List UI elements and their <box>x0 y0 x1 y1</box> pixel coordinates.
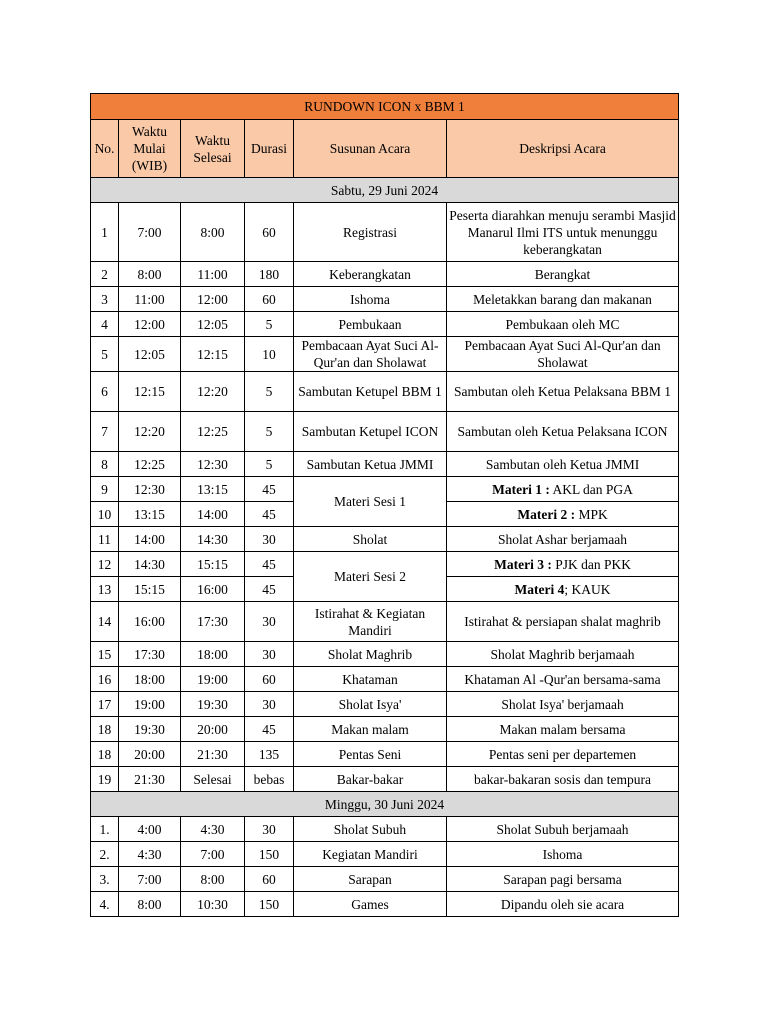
start-time: 12:15 <box>119 372 181 412</box>
row-number: 6 <box>91 372 119 412</box>
header-end-time: Waktu Selesai <box>181 120 245 178</box>
agenda-description <box>447 477 679 502</box>
table-row <box>91 602 679 642</box>
session-label: Materi 2 : <box>517 506 576 522</box>
end-time: 12:00 <box>181 287 245 312</box>
row-number: 18 <box>91 742 119 767</box>
row-number: 19 <box>91 767 119 792</box>
duration: 5 <box>245 372 294 412</box>
table-row <box>91 842 679 867</box>
agenda-item: Sholat Maghrib <box>294 642 447 667</box>
start-time: 12:25 <box>119 452 181 477</box>
end-time: 7:00 <box>181 842 245 867</box>
row-number: 1. <box>91 817 119 842</box>
session-topic: ; KAUK <box>564 581 611 597</box>
session-topic: AKL dan PGA <box>549 481 633 497</box>
start-time: 4:30 <box>119 842 181 867</box>
end-time: 21:30 <box>181 742 245 767</box>
agenda-item: Pembukaan <box>294 312 447 337</box>
agenda-item: Registrasi <box>294 203 447 262</box>
table-row <box>91 742 679 767</box>
start-time: 11:00 <box>119 287 181 312</box>
row-number: 4. <box>91 892 119 917</box>
header-row <box>91 120 679 178</box>
header-no: No. <box>91 120 119 178</box>
agenda-item: Kegiatan Mandiri <box>294 842 447 867</box>
end-time: 8:00 <box>181 867 245 892</box>
agenda-item: Bakar-bakar <box>294 767 447 792</box>
agenda-description <box>447 577 679 602</box>
duration: 45 <box>245 477 294 502</box>
table-title: RUNDOWN ICON x BBM 1 <box>91 94 679 120</box>
agenda-description: Sholat Maghrib berjamaah <box>447 642 679 667</box>
table-row <box>91 477 679 502</box>
agenda-item: Sholat <box>294 527 447 552</box>
table-row <box>91 667 679 692</box>
header-agenda: Susunan Acara <box>294 120 447 178</box>
day-label: Sabtu, 29 Juni 2024 <box>91 178 679 203</box>
agenda-description: Berangkat <box>447 262 679 287</box>
table-row <box>91 203 679 262</box>
day-label: Minggu, 30 Juni 2024 <box>91 792 679 817</box>
table-row <box>91 717 679 742</box>
duration: 180 <box>245 262 294 287</box>
end-time: 10:30 <box>181 892 245 917</box>
agenda-item: Makan malam <box>294 717 447 742</box>
agenda-item: Pentas Seni <box>294 742 447 767</box>
end-time: 11:00 <box>181 262 245 287</box>
session-topic: MPK <box>575 506 608 522</box>
end-time: 12:05 <box>181 312 245 337</box>
session-label: Materi 4 <box>514 581 565 597</box>
row-number: 15 <box>91 642 119 667</box>
table-row <box>91 262 679 287</box>
row-number: 18 <box>91 717 119 742</box>
row-number: 9 <box>91 477 119 502</box>
row-number: 4 <box>91 312 119 337</box>
start-time: 17:30 <box>119 642 181 667</box>
agenda-description: Dipandu oleh sie acara <box>447 892 679 917</box>
header-description: Deskripsi Acara <box>447 120 679 178</box>
duration: 5 <box>245 452 294 477</box>
start-time: 19:30 <box>119 717 181 742</box>
end-time: 15:15 <box>181 552 245 577</box>
agenda-item: Sambutan Ketupel ICON <box>294 412 447 452</box>
end-time: 14:00 <box>181 502 245 527</box>
agenda-item: Sarapan <box>294 867 447 892</box>
agenda-description: Pembacaan Ayat Suci Al-Qur'an dan Sholawat <box>447 337 679 372</box>
start-time: 8:00 <box>119 262 181 287</box>
agenda-description <box>447 502 679 527</box>
duration: 5 <box>245 412 294 452</box>
end-time: 19:30 <box>181 692 245 717</box>
agenda-description: bakar-bakaran sosis dan tempura <box>447 767 679 792</box>
start-time: 4:00 <box>119 817 181 842</box>
agenda-item: Materi Sesi 2 <box>294 552 447 602</box>
rundown-body <box>91 94 679 917</box>
table-row <box>91 867 679 892</box>
start-time: 7:00 <box>119 203 181 262</box>
end-time: 13:15 <box>181 477 245 502</box>
row-number: 1 <box>91 203 119 262</box>
end-time: 4:30 <box>181 817 245 842</box>
end-time: 14:30 <box>181 527 245 552</box>
agenda-item: Sholat Subuh <box>294 817 447 842</box>
row-number: 14 <box>91 602 119 642</box>
agenda-item: Pembacaan Ayat Suci Al-Qur'an dan Sholawat <box>294 337 447 372</box>
duration: 60 <box>245 867 294 892</box>
row-number: 3 <box>91 287 119 312</box>
row-number: 3. <box>91 867 119 892</box>
end-time: 17:30 <box>181 602 245 642</box>
start-time: 21:30 <box>119 767 181 792</box>
agenda-item: Istirahat & Kegiatan Mandiri <box>294 602 447 642</box>
agenda-item: Khataman <box>294 667 447 692</box>
end-time: 12:15 <box>181 337 245 372</box>
title-row <box>91 94 679 120</box>
table-row <box>91 312 679 337</box>
end-time: 8:00 <box>181 203 245 262</box>
start-time: 12:20 <box>119 412 181 452</box>
table-row <box>91 452 679 477</box>
table-row <box>91 817 679 842</box>
start-time: 16:00 <box>119 602 181 642</box>
agenda-description: Sarapan pagi bersama <box>447 867 679 892</box>
start-time: 13:15 <box>119 502 181 527</box>
agenda-description: Sholat Ashar berjamaah <box>447 527 679 552</box>
agenda-item: Sholat Isya' <box>294 692 447 717</box>
end-time: 12:30 <box>181 452 245 477</box>
end-time: 12:25 <box>181 412 245 452</box>
duration: 60 <box>245 203 294 262</box>
start-time: 7:00 <box>119 867 181 892</box>
table-row <box>91 337 679 372</box>
end-time: 19:00 <box>181 667 245 692</box>
agenda-description: Sambutan oleh Ketua Pelaksana ICON <box>447 412 679 452</box>
start-time: 12:30 <box>119 477 181 502</box>
header-start-time: Waktu Mulai (WIB) <box>119 120 181 178</box>
duration: 45 <box>245 502 294 527</box>
agenda-description: Sambutan oleh Ketua Pelaksana BBM 1 <box>447 372 679 412</box>
row-number: 7 <box>91 412 119 452</box>
agenda-item: Sambutan Ketupel BBM 1 <box>294 372 447 412</box>
table-row <box>91 552 679 577</box>
day2-header-row <box>91 792 679 817</box>
duration: bebas <box>245 767 294 792</box>
agenda-description: Pembukaan oleh MC <box>447 312 679 337</box>
agenda-description: Khataman Al -Qur'an bersama-sama <box>447 667 679 692</box>
end-time: Selesai <box>181 767 245 792</box>
row-number: 2. <box>91 842 119 867</box>
row-number: 10 <box>91 502 119 527</box>
start-time: 12:00 <box>119 312 181 337</box>
duration: 45 <box>245 577 294 602</box>
start-time: 14:00 <box>119 527 181 552</box>
table-row <box>91 767 679 792</box>
duration: 30 <box>245 692 294 717</box>
agenda-description: Sholat Subuh berjamaah <box>447 817 679 842</box>
start-time: 8:00 <box>119 892 181 917</box>
row-number: 11 <box>91 527 119 552</box>
row-number: 17 <box>91 692 119 717</box>
duration: 45 <box>245 717 294 742</box>
duration: 30 <box>245 642 294 667</box>
agenda-item: Sambutan Ketua JMMI <box>294 452 447 477</box>
agenda-description: Ishoma <box>447 842 679 867</box>
session-label: Materi 3 : <box>494 556 552 572</box>
agenda-description: Makan malam bersama <box>447 717 679 742</box>
day1-header-row <box>91 178 679 203</box>
table-row <box>91 287 679 312</box>
duration: 5 <box>245 312 294 337</box>
agenda-item: Keberangkatan <box>294 262 447 287</box>
duration: 30 <box>245 602 294 642</box>
duration: 60 <box>245 667 294 692</box>
duration: 10 <box>245 337 294 372</box>
row-number: 13 <box>91 577 119 602</box>
rundown-table <box>90 93 679 917</box>
duration: 150 <box>245 842 294 867</box>
agenda-description: Peserta diarahkan menuju serambi Masjid Manarul Ilmi ITS untuk menunggu keberangkatan <box>447 203 679 262</box>
table-row <box>91 372 679 412</box>
session-topic: PJK dan PKK <box>551 556 631 572</box>
table-row <box>91 527 679 552</box>
start-time: 20:00 <box>119 742 181 767</box>
row-number: 8 <box>91 452 119 477</box>
end-time: 16:00 <box>181 577 245 602</box>
end-time: 12:20 <box>181 372 245 412</box>
agenda-item: Materi Sesi 1 <box>294 477 447 527</box>
duration: 30 <box>245 817 294 842</box>
duration: 30 <box>245 527 294 552</box>
agenda-item: Games <box>294 892 447 917</box>
duration: 150 <box>245 892 294 917</box>
row-number: 12 <box>91 552 119 577</box>
row-number: 16 <box>91 667 119 692</box>
start-time: 19:00 <box>119 692 181 717</box>
table-row <box>91 412 679 452</box>
table-row <box>91 642 679 667</box>
agenda-description: Sambutan oleh Ketua JMMI <box>447 452 679 477</box>
start-time: 15:15 <box>119 577 181 602</box>
end-time: 20:00 <box>181 717 245 742</box>
row-number: 2 <box>91 262 119 287</box>
agenda-description: Pentas seni per departemen <box>447 742 679 767</box>
agenda-description: Istirahat & persiapan shalat maghrib <box>447 602 679 642</box>
duration: 45 <box>245 552 294 577</box>
start-time: 12:05 <box>119 337 181 372</box>
end-time: 18:00 <box>181 642 245 667</box>
duration: 135 <box>245 742 294 767</box>
table-row <box>91 892 679 917</box>
agenda-item: Ishoma <box>294 287 447 312</box>
row-number: 5 <box>91 337 119 372</box>
session-label: Materi 1 : <box>492 481 550 497</box>
agenda-description: Sholat Isya' berjamaah <box>447 692 679 717</box>
table-row <box>91 692 679 717</box>
start-time: 14:30 <box>119 552 181 577</box>
start-time: 18:00 <box>119 667 181 692</box>
duration: 60 <box>245 287 294 312</box>
agenda-description: Meletakkan barang dan makanan <box>447 287 679 312</box>
header-duration: Durasi <box>245 120 294 178</box>
agenda-description <box>447 552 679 577</box>
